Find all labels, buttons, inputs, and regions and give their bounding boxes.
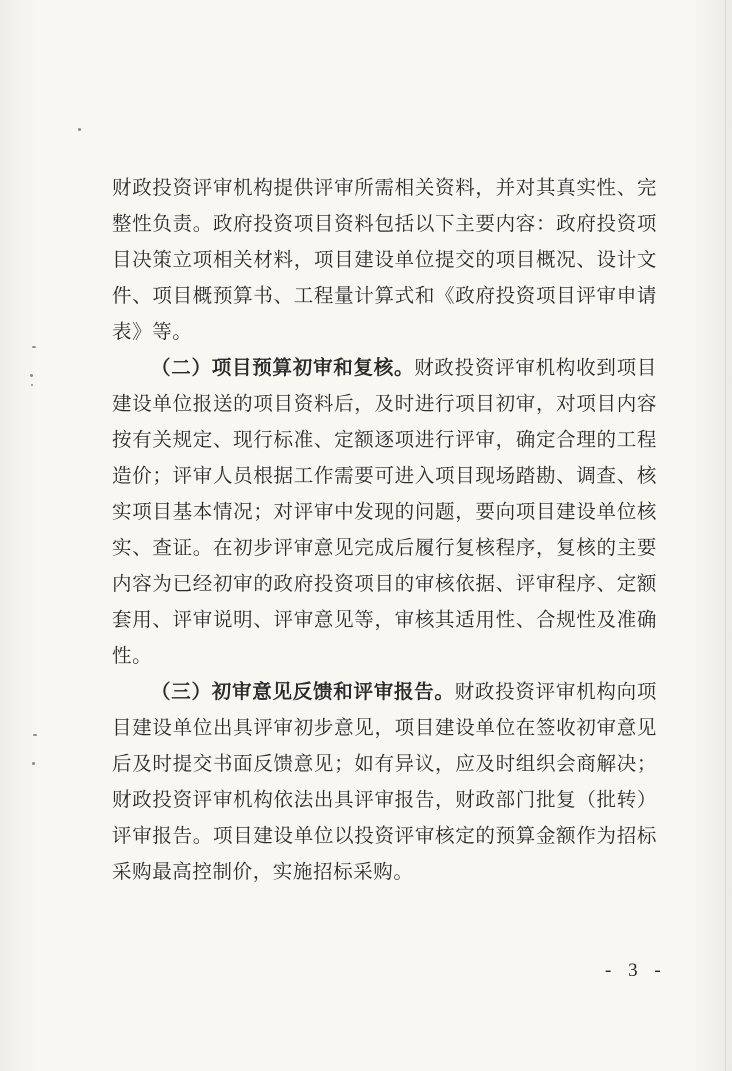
document-body	[112, 170, 657, 890]
paragraph-continuation	[112, 170, 657, 350]
page-number: - 3 -	[605, 960, 667, 981]
paragraph-section-2	[112, 350, 657, 674]
section-heading: （二）项目预算初审和复核。	[151, 356, 415, 379]
paragraph-text: 财政投资评审机构提供评审所需相关资料，并对其真实性、完整性负责。政府投资项目资料包括以下主要内容：政府投资项目决策立项相关材料，项目建设单位提交的项目概况、设计文件、项目概预算书、工程量计算式和《政府投资项目评审申请表》等。	[112, 176, 657, 343]
page-edge	[725, 0, 726, 1071]
section-heading: （三）初审意见反馈和评审报告。	[151, 680, 455, 703]
scan-speck	[32, 762, 35, 765]
scan-speck	[33, 734, 37, 736]
scan-speck	[31, 384, 33, 386]
paragraph-text: 财政投资评审机构收到项目建设单位报送的项目资料后，及时进行项目初审，对项目内容按有关规定、现行标准、定额逐项进行评审，确定合理的工程造价；评审人员根据工作需要可进入项目现场踏勘、调查、核实项目基本情况；对评审中发现的问题，要向项目建设单位核实、查证。在初步评审意见完成后履行复核程序，复核的主要内容为已经初审的政府投资项目的审核依据、评审程序、定额套用、评审说明、评审意见等，审核其适用性、合规性及准确性。	[112, 356, 657, 667]
scan-speck	[30, 374, 33, 377]
scan-speck	[78, 128, 81, 131]
scan-speck	[32, 346, 36, 348]
paragraph-text: 财政投资评审机构向项目建设单位出具评审初步意见，项目建设单位在签收初审意见后及时提交书面反馈意见；如有异议，应及时组织会商解决；财政投资评审机构依法出具评审报告，财政部门批复（批转）评审报告。项目建设单位以投资评审核定的预算金额作为招标采购最高控制价，实施招标采购。	[112, 680, 657, 883]
paragraph-section-3	[112, 674, 657, 890]
